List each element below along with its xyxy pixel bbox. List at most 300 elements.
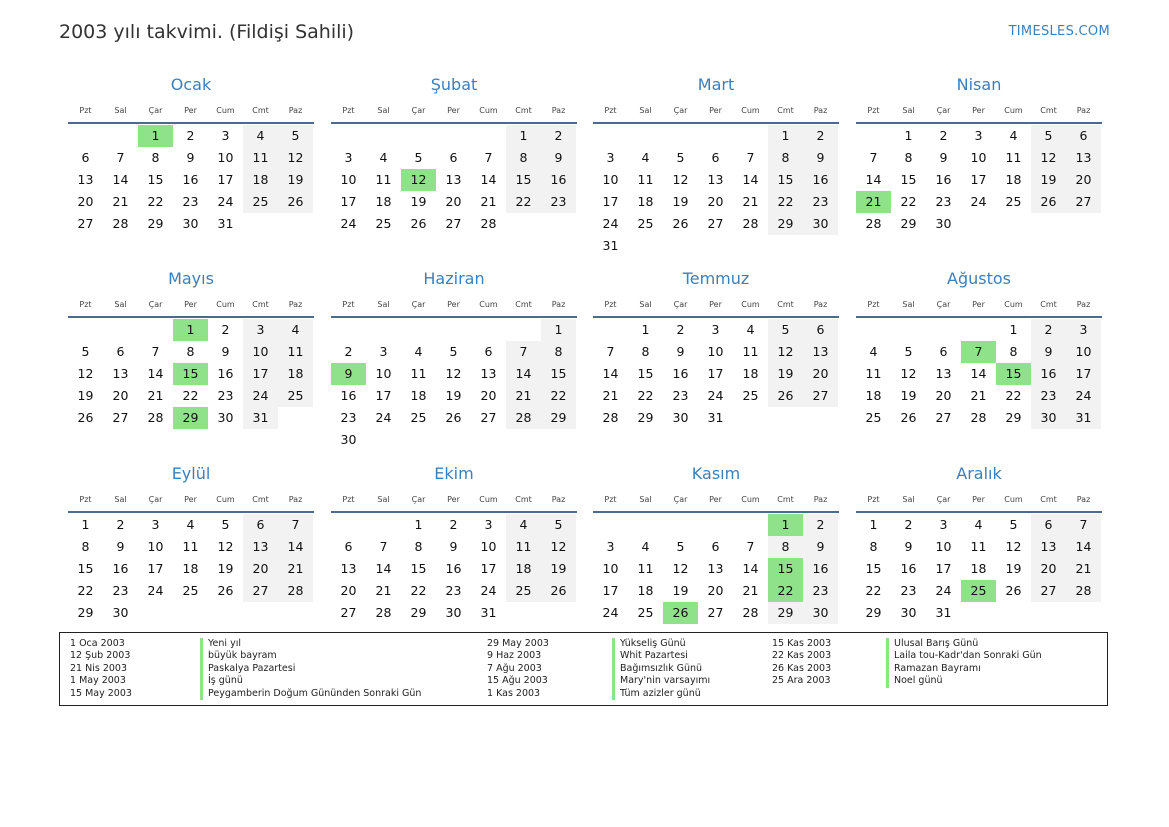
weekday-label: Çar xyxy=(148,495,163,504)
day-cell: 7 xyxy=(484,150,493,165)
month-name: Ekim xyxy=(434,464,474,483)
day-cell: 14 xyxy=(147,366,164,381)
weekday-label: Cum xyxy=(479,106,498,115)
weekday-label: Paz xyxy=(813,300,828,309)
day-cell: 23 xyxy=(112,583,129,598)
divider xyxy=(856,511,1102,513)
month-block xyxy=(856,268,1102,429)
day-cell: 11 xyxy=(970,539,987,554)
day-cell: 3 xyxy=(711,322,720,337)
day-cell: 23 xyxy=(541,191,576,213)
day-cell: 15 xyxy=(506,169,541,191)
weekday-label: Per xyxy=(447,300,460,309)
weekday-header xyxy=(331,102,577,119)
day-cell: 20 xyxy=(480,388,497,403)
weekday-label: Cmt xyxy=(1040,300,1057,309)
day-cell: 16 xyxy=(182,172,199,187)
holiday-day-cell: 25 xyxy=(961,580,996,602)
day-cell: 17 xyxy=(480,561,497,576)
day-cell: 4 xyxy=(641,150,650,165)
page-title: 2003 yılı takvimi. (Fildişi Sahili) xyxy=(59,21,355,43)
day-cell: 14 xyxy=(742,172,759,187)
day-cell: 28 xyxy=(865,216,882,231)
day-cell: 9 xyxy=(803,536,838,558)
day-cell: 24 xyxy=(480,583,497,598)
day-cell: 6 xyxy=(939,344,948,359)
day-cell: 26 xyxy=(410,216,427,231)
day-cell: 5 xyxy=(81,344,90,359)
day-cell: 6 xyxy=(81,150,90,165)
day-grid xyxy=(593,125,838,257)
weekday-label: Cmt xyxy=(1040,495,1057,504)
day-cell: 29 xyxy=(410,605,427,620)
day-cell: 2 xyxy=(676,322,685,337)
day-cell: 29 xyxy=(768,213,803,235)
weekday-label: Cmt xyxy=(252,300,269,309)
holiday-day-cell: 15 xyxy=(768,558,803,580)
day-cell: 13 xyxy=(803,341,838,363)
weekday-label: Cum xyxy=(1004,495,1023,504)
day-cell: 5 xyxy=(278,125,313,147)
day-cell: 2 xyxy=(939,128,948,143)
weekday-label: Çar xyxy=(411,300,426,309)
day-cell: 21 xyxy=(970,388,987,403)
day-cell: 24 xyxy=(340,216,357,231)
day-cell: 15 xyxy=(637,366,654,381)
day-cell: 28 xyxy=(602,410,619,425)
legend-holiday-name: Paskalya Pazartesi xyxy=(208,662,296,674)
day-grid xyxy=(856,125,1101,235)
day-cell: 12 xyxy=(900,366,917,381)
day-cell: 13 xyxy=(243,536,278,558)
day-cell: 8 xyxy=(641,344,650,359)
day-cell: 29 xyxy=(637,410,654,425)
empty-cell xyxy=(471,319,506,341)
holiday-day-cell: 9 xyxy=(331,363,366,385)
day-cell: 8 xyxy=(414,539,423,554)
weekday-label: Pzt xyxy=(342,300,355,309)
day-cell: 22 xyxy=(1005,388,1022,403)
day-cell: 19 xyxy=(445,388,462,403)
day-cell: 30 xyxy=(1031,407,1066,429)
weekday-label: Sal xyxy=(902,495,915,504)
day-cell: 25 xyxy=(865,410,882,425)
day-cell: 27 xyxy=(1066,191,1101,213)
day-cell: 27 xyxy=(480,410,497,425)
day-cell: 4 xyxy=(974,517,983,532)
day-cell: 26 xyxy=(445,410,462,425)
holiday-day-cell: 12 xyxy=(401,169,436,191)
weekday-label: Paz xyxy=(551,300,566,309)
day-cell: 8 xyxy=(904,150,913,165)
day-cell: 13 xyxy=(77,172,94,187)
day-cell: 17 xyxy=(375,388,392,403)
day-cell: 19 xyxy=(217,561,234,576)
day-cell: 11 xyxy=(182,539,199,554)
day-cell: 25 xyxy=(182,583,199,598)
day-cell: 16 xyxy=(803,558,838,580)
day-cell: 13 xyxy=(707,172,724,187)
empty-cell xyxy=(698,514,733,536)
weekday-label: Cum xyxy=(216,495,235,504)
day-cell: 19 xyxy=(672,194,689,209)
day-cell: 18 xyxy=(637,583,654,598)
day-cell: 9 xyxy=(221,344,230,359)
day-cell: 5 xyxy=(676,539,685,554)
day-cell: 9 xyxy=(904,539,913,554)
day-cell: 20 xyxy=(707,583,724,598)
day-cell: 24 xyxy=(602,216,619,231)
day-cell: 30 xyxy=(445,605,462,620)
weekday-label: Cmt xyxy=(515,300,532,309)
day-cell: 19 xyxy=(1031,169,1066,191)
weekday-label: Cmt xyxy=(252,495,269,504)
day-cell: 6 xyxy=(449,150,458,165)
day-cell: 12 xyxy=(1005,539,1022,554)
day-cell: 30 xyxy=(803,213,838,235)
month-name: Ağustos xyxy=(947,269,1011,288)
day-grid xyxy=(856,319,1101,429)
legend-date: 25 Ara 2003 xyxy=(772,675,831,687)
day-cell: 14 xyxy=(112,172,129,187)
day-cell: 29 xyxy=(147,216,164,231)
day-cell: 19 xyxy=(900,388,917,403)
day-cell: 14 xyxy=(742,561,759,576)
day-cell: 31 xyxy=(602,238,619,253)
day-cell: 2 xyxy=(803,125,838,147)
holiday-day-cell: 21 xyxy=(856,191,891,213)
legend-holiday-names xyxy=(886,638,1042,688)
day-cell: 28 xyxy=(480,216,497,231)
day-cell: 21 xyxy=(1066,558,1101,580)
day-cell: 4 xyxy=(414,344,423,359)
empty-cell xyxy=(961,319,996,341)
day-cell: 2 xyxy=(541,125,576,147)
weekday-label: Cmt xyxy=(515,106,532,115)
day-cell: 16 xyxy=(112,561,129,576)
day-cell: 10 xyxy=(147,539,164,554)
empty-cell xyxy=(138,319,173,341)
day-cell: 13 xyxy=(707,561,724,576)
day-cell: 3 xyxy=(484,517,493,532)
day-cell: 22 xyxy=(637,388,654,403)
day-cell: 10 xyxy=(340,172,357,187)
legend-dates xyxy=(772,638,831,688)
day-cell: 12 xyxy=(1031,147,1066,169)
day-cell: 17 xyxy=(340,194,357,209)
day-cell: 11 xyxy=(637,561,654,576)
holiday-day-cell: 29 xyxy=(173,407,208,429)
weekday-header xyxy=(593,491,839,508)
weekday-label: Çar xyxy=(411,495,426,504)
legend-holiday-name: Ramazan Bayramı xyxy=(894,662,981,674)
legend-date: 26 Kas 2003 xyxy=(772,662,832,674)
day-cell: 13 xyxy=(1066,147,1101,169)
day-cell: 18 xyxy=(865,388,882,403)
day-cell: 4 xyxy=(278,319,313,341)
month-name: Haziran xyxy=(423,269,485,288)
legend-date: 22 Kas 2003 xyxy=(772,650,832,662)
weekday-label: Paz xyxy=(1076,495,1091,504)
day-cell: 6 xyxy=(243,514,278,536)
day-cell: 15 xyxy=(410,561,427,576)
day-cell: 7 xyxy=(869,150,878,165)
day-cell: 11 xyxy=(375,172,392,187)
day-cell: 17 xyxy=(243,363,278,385)
day-cell: 30 xyxy=(340,432,357,447)
day-cell: 8 xyxy=(186,344,195,359)
day-cell: 25 xyxy=(243,191,278,213)
day-cell: 3 xyxy=(379,344,388,359)
weekday-label: Paz xyxy=(551,106,566,115)
empty-cell xyxy=(593,125,628,147)
day-cell: 26 xyxy=(672,216,689,231)
day-cell: 10 xyxy=(602,561,619,576)
weekday-label: Per xyxy=(709,495,722,504)
day-cell: 9 xyxy=(939,150,948,165)
day-cell: 7 xyxy=(746,539,755,554)
weekday-label: Pzt xyxy=(867,300,880,309)
weekday-header xyxy=(68,491,314,508)
day-cell: 2 xyxy=(1031,319,1066,341)
day-cell: 10 xyxy=(375,366,392,381)
weekday-label: Sal xyxy=(114,495,127,504)
day-cell: 3 xyxy=(974,128,983,143)
day-cell: 15 xyxy=(768,169,803,191)
weekday-label: Çar xyxy=(936,300,951,309)
day-cell: 18 xyxy=(970,561,987,576)
weekday-label: Per xyxy=(709,300,722,309)
legend-date: 1 Kas 2003 xyxy=(487,687,541,699)
weekday-label: Cum xyxy=(479,300,498,309)
day-cell: 28 xyxy=(506,407,541,429)
empty-cell xyxy=(68,125,103,147)
day-cell: 17 xyxy=(970,172,987,187)
day-cell: 28 xyxy=(970,410,987,425)
day-cell: 7 xyxy=(1066,514,1101,536)
day-cell: 8 xyxy=(151,150,160,165)
day-grid xyxy=(68,319,313,429)
day-cell: 3 xyxy=(221,128,230,143)
day-grid xyxy=(68,125,313,235)
weekday-label: Paz xyxy=(813,495,828,504)
day-cell: 22 xyxy=(147,194,164,209)
day-cell: 16 xyxy=(340,388,357,403)
weekday-label: Çar xyxy=(673,495,688,504)
day-cell: 24 xyxy=(375,410,392,425)
day-cell: 27 xyxy=(1031,580,1066,602)
day-cell: 28 xyxy=(278,580,313,602)
weekday-label: Cmt xyxy=(252,106,269,115)
day-cell: 19 xyxy=(77,388,94,403)
day-cell: 8 xyxy=(768,536,803,558)
day-cell: 1 xyxy=(1009,322,1018,337)
empty-cell xyxy=(331,319,366,341)
day-cell: 5 xyxy=(904,344,913,359)
day-cell: 27 xyxy=(243,580,278,602)
day-cell: 1 xyxy=(768,125,803,147)
day-cell: 30 xyxy=(182,216,199,231)
weekday-label: Pzt xyxy=(342,495,355,504)
weekday-header xyxy=(856,491,1102,508)
day-cell: 16 xyxy=(803,169,838,191)
day-cell: 8 xyxy=(81,539,90,554)
day-cell: 7 xyxy=(379,539,388,554)
weekday-label: Çar xyxy=(936,495,951,504)
empty-cell xyxy=(401,319,436,341)
divider xyxy=(68,122,314,124)
day-cell: 4 xyxy=(243,125,278,147)
day-cell: 1 xyxy=(81,517,90,532)
divider xyxy=(856,316,1102,318)
day-cell: 31 xyxy=(935,605,952,620)
day-cell: 6 xyxy=(1066,125,1101,147)
weekday-label: Per xyxy=(972,106,985,115)
day-cell: 7 xyxy=(151,344,160,359)
day-cell: 10 xyxy=(935,539,952,554)
day-cell: 4 xyxy=(641,539,650,554)
day-cell: 31 xyxy=(1066,407,1101,429)
day-cell: 22 xyxy=(506,191,541,213)
day-grid xyxy=(593,514,838,624)
day-cell: 6 xyxy=(711,150,720,165)
day-cell: 5 xyxy=(676,150,685,165)
day-cell: 7 xyxy=(606,344,615,359)
day-cell: 24 xyxy=(243,385,278,407)
day-cell: 27 xyxy=(340,605,357,620)
day-cell: 20 xyxy=(707,194,724,209)
holiday-legend xyxy=(59,632,1108,706)
empty-cell xyxy=(891,319,926,341)
empty-cell xyxy=(628,514,663,536)
day-cell: 27 xyxy=(707,216,724,231)
month-block xyxy=(593,463,839,624)
day-cell: 11 xyxy=(742,344,759,359)
day-cell: 12 xyxy=(445,366,462,381)
weekday-label: Paz xyxy=(1076,106,1091,115)
weekday-header xyxy=(856,102,1102,119)
day-cell: 14 xyxy=(865,172,882,187)
day-cell: 5 xyxy=(1031,125,1066,147)
day-cell: 19 xyxy=(672,583,689,598)
day-cell: 5 xyxy=(768,319,803,341)
day-cell: 12 xyxy=(672,561,689,576)
empty-cell xyxy=(593,514,628,536)
day-cell: 8 xyxy=(768,147,803,169)
weekday-label: Paz xyxy=(288,300,303,309)
day-cell: 15 xyxy=(541,363,576,385)
divider xyxy=(68,316,314,318)
day-cell: 26 xyxy=(541,580,576,602)
day-cell: 11 xyxy=(506,536,541,558)
day-cell: 3 xyxy=(939,517,948,532)
weekday-label: Sal xyxy=(114,106,127,115)
day-cell: 26 xyxy=(77,410,94,425)
divider xyxy=(331,122,577,124)
day-cell: 21 xyxy=(742,583,759,598)
day-cell: 20 xyxy=(112,388,129,403)
weekday-label: Çar xyxy=(148,300,163,309)
day-cell: 25 xyxy=(742,388,759,403)
day-cell: 28 xyxy=(147,410,164,425)
weekday-label: Per xyxy=(447,495,460,504)
legend-holiday-name: Laila tou-Kadr'dan Sonraki Gün xyxy=(894,650,1042,662)
day-cell: 22 xyxy=(182,388,199,403)
legend-date: 12 Şub 2003 xyxy=(70,650,131,662)
day-grid xyxy=(331,125,576,235)
month-block xyxy=(331,268,577,451)
day-cell: 13 xyxy=(112,366,129,381)
day-grid xyxy=(856,514,1101,624)
empty-cell xyxy=(926,319,961,341)
holiday-day-cell: 1 xyxy=(768,514,803,536)
weekday-label: Paz xyxy=(551,495,566,504)
day-cell: 4 xyxy=(506,514,541,536)
divider xyxy=(331,316,577,318)
day-cell: 8 xyxy=(869,539,878,554)
day-cell: 27 xyxy=(445,216,462,231)
legend-date: 15 Kas 2003 xyxy=(772,638,832,649)
day-cell: 1 xyxy=(869,517,878,532)
day-cell: 20 xyxy=(243,558,278,580)
empty-cell xyxy=(471,125,506,147)
legend-holiday-names xyxy=(200,638,421,700)
weekday-label: Per xyxy=(972,495,985,504)
month-name: Ocak xyxy=(170,75,212,94)
brand-link[interactable]: TIMESLES.COM xyxy=(1008,24,1110,39)
day-cell: 9 xyxy=(449,539,458,554)
empty-cell xyxy=(856,319,891,341)
day-cell: 4 xyxy=(746,322,755,337)
day-cell: 9 xyxy=(803,147,838,169)
day-cell: 2 xyxy=(221,322,230,337)
weekday-label: Per xyxy=(184,106,197,115)
day-cell: 9 xyxy=(541,147,576,169)
day-cell: 14 xyxy=(506,363,541,385)
day-cell: 18 xyxy=(742,366,759,381)
legend-holiday-name: Peygamberin Doğum Gününden Sonraki Gün xyxy=(208,687,422,699)
empty-cell xyxy=(436,125,471,147)
day-cell: 20 xyxy=(77,194,94,209)
day-cell: 22 xyxy=(77,583,94,598)
day-cell: 2 xyxy=(116,517,125,532)
day-cell: 29 xyxy=(768,602,803,624)
day-cell: 5 xyxy=(1009,517,1018,532)
day-cell: 11 xyxy=(278,341,313,363)
empty-cell xyxy=(593,319,628,341)
holiday-day-cell: 1 xyxy=(138,125,173,147)
day-cell: 19 xyxy=(541,558,576,580)
empty-cell xyxy=(628,125,663,147)
weekday-header xyxy=(593,102,839,119)
day-cell: 16 xyxy=(217,366,234,381)
day-cell: 30 xyxy=(803,602,838,624)
empty-cell xyxy=(733,514,768,536)
day-grid xyxy=(68,514,313,624)
weekday-label: Cum xyxy=(741,495,760,504)
legend-holiday-name: büyük bayram xyxy=(208,650,277,662)
day-cell: 21 xyxy=(112,194,129,209)
weekday-label: Sal xyxy=(639,495,652,504)
empty-cell xyxy=(103,125,138,147)
day-cell: 3 xyxy=(1066,319,1101,341)
weekday-label: Pzt xyxy=(604,495,617,504)
day-cell: 12 xyxy=(217,539,234,554)
day-cell: 29 xyxy=(900,216,917,231)
legend-holiday-name: İş günü xyxy=(208,675,243,687)
weekday-label: Per xyxy=(184,495,197,504)
day-cell: 26 xyxy=(1005,583,1022,598)
